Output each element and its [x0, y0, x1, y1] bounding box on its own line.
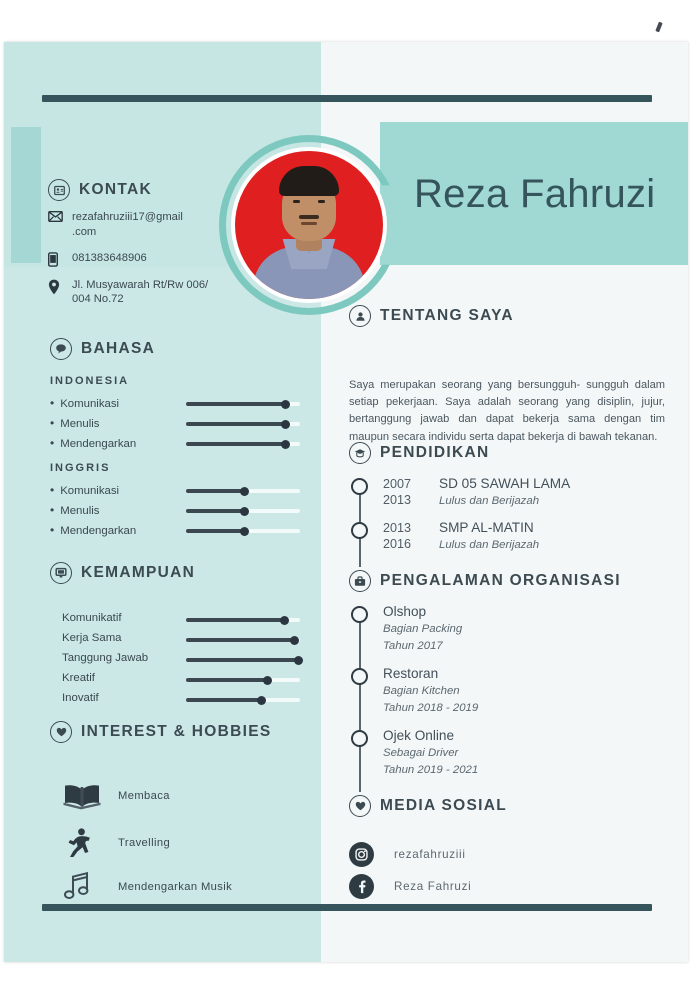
experience-title: Ojek Online [383, 728, 455, 743]
skill-label: • Menulis [50, 503, 99, 517]
experience-period: Tahun 2019 - 2021 [383, 763, 479, 776]
education-entry [349, 476, 669, 520]
skill-label: Inovatif [62, 692, 99, 704]
experience-entry [349, 728, 669, 790]
section-title-hobbies: INTEREST & HOBBIES [81, 723, 272, 740]
instagram-icon [349, 842, 374, 867]
social-item-facebook[interactable] [349, 874, 471, 899]
skill-bar-fill [186, 638, 295, 642]
timeline-dot [351, 522, 368, 539]
education-title: SD 05 SAWAH LAMA [439, 476, 571, 491]
person-icon [349, 305, 371, 327]
skill-bar-track [186, 509, 300, 513]
skill-label: Kerja Sama [62, 632, 122, 644]
language-skill-row [50, 503, 300, 520]
ability-row [50, 692, 300, 709]
skill-label: • Komunikasi [50, 396, 119, 410]
skill-bar-fill [186, 402, 286, 406]
language-group-label-indonesia: INDONESIA [50, 375, 130, 387]
section-heading-tentang-saya [349, 305, 514, 327]
skill-label: • Komunikasi [50, 483, 119, 497]
about-paragraph: Saya merupakan seorang yang bersungguh- sungguh dalam setiap pekerjaan. Saya adalah seorang yang disiplin, jujur, bertanggung jawab dan dapat bekerja sama dengan tim maupun secara individu serta dapat bekerja di bawah tekanan. [349, 379, 665, 443]
experience-timeline [349, 604, 669, 790]
sidebar-accent-bar [11, 127, 41, 263]
section-heading-pendidikan [349, 442, 489, 464]
timeline-dot [351, 730, 368, 747]
skill-bar-track [186, 489, 300, 493]
timeline-dot [351, 668, 368, 685]
monitor-icon [50, 562, 72, 584]
ability-row [50, 672, 300, 689]
skill-bar-fill [186, 422, 286, 426]
skill-bar-fill [186, 698, 262, 702]
contact-value-address: Jl. Musyawarah Rt/Rw 006/ 004 No.72 [72, 278, 209, 306]
location-pin-icon [48, 278, 72, 295]
skill-bar-track [186, 618, 300, 622]
skill-bar-fill [186, 509, 245, 513]
skill-bar-fill [186, 489, 245, 493]
timeline-dot [351, 606, 368, 623]
running-person-icon [62, 827, 118, 859]
social-handle: rezafahruziii [394, 848, 466, 861]
id-card-icon [48, 179, 70, 201]
hobby-label: Mendengarkan Musik [118, 881, 233, 893]
contact-value-phone: 081383648906 [72, 251, 147, 264]
section-heading-hobbies [50, 721, 271, 743]
skill-bar-track [186, 442, 300, 446]
heart-icon [349, 795, 371, 817]
section-title-pendidikan: PENDIDIKAN [380, 444, 490, 461]
experience-role: Bagian Kitchen [383, 684, 460, 697]
contact-value-email: rezafahruziii17@gmail .com [72, 211, 183, 238]
skill-bar-track [186, 678, 300, 682]
education-years: 2007 2013 [383, 477, 412, 508]
section-title-kemampuan: KEMAMPUAN [81, 564, 196, 581]
section-heading-kontak [48, 179, 152, 201]
ability-row [50, 652, 300, 669]
education-title: SMP AL-MATIN [439, 520, 534, 535]
skill-bar-fill [186, 658, 299, 662]
section-heading-kemampuan [50, 562, 195, 584]
top-divider-rule [42, 95, 652, 102]
experience-period: Tahun 2017 [383, 639, 443, 652]
skill-label: Komunikatif [62, 612, 122, 624]
hobby-label: Membaca [118, 790, 170, 802]
hobby-item-musik [62, 872, 232, 902]
speech-bubble-icon [50, 338, 72, 360]
section-heading-pengalaman [349, 570, 621, 592]
skill-label: • Mendengarkan [50, 436, 136, 450]
experience-entry [349, 604, 669, 666]
skill-bar-track [186, 638, 300, 642]
cursor-artifact [655, 22, 662, 33]
education-entry [349, 520, 669, 564]
timeline-dot [351, 478, 368, 495]
experience-title: Olshop [383, 604, 427, 619]
experience-title: Restoran [383, 666, 439, 681]
education-note: Lulus dan Berijazah [439, 494, 540, 507]
ability-row [50, 612, 300, 629]
education-years: 2013 2016 [383, 521, 412, 552]
music-notes-icon [62, 872, 118, 902]
contact-item-phone[interactable] [48, 251, 298, 267]
cv-page [4, 42, 688, 962]
section-title-pengalaman: PENGALAMAN ORGANISASI [380, 572, 621, 589]
bottom-divider-rule [42, 904, 652, 911]
skill-label: Kreatif [62, 672, 95, 684]
education-note: Lulus dan Berijazah [439, 538, 540, 551]
skill-bar-fill [186, 618, 285, 622]
social-handle: Reza Fahruzi [394, 880, 472, 893]
briefcase-icon [349, 570, 371, 592]
skill-label: • Mendengarkan [50, 523, 136, 537]
education-timeline [349, 476, 669, 564]
hobby-item-membaca [62, 782, 170, 810]
phone-icon [48, 251, 72, 267]
skill-bar-track [186, 658, 300, 662]
ability-row [50, 632, 300, 649]
skill-bar-track [186, 402, 300, 406]
language-skill-row [50, 436, 300, 453]
skill-bar-track [186, 529, 300, 533]
skill-label: • Menulis [50, 416, 99, 430]
page-title: Reza Fahruzi [414, 172, 656, 216]
language-skill-row [50, 396, 300, 413]
envelope-icon [48, 210, 72, 222]
language-skill-row [50, 523, 300, 540]
hobby-item-travelling [62, 827, 170, 859]
skill-bar-fill [186, 442, 286, 446]
contact-item-address[interactable] [48, 278, 298, 308]
skill-bar-track [186, 698, 300, 702]
language-skill-row [50, 483, 300, 500]
skill-label: Tanggung Jawab [62, 652, 149, 664]
social-item-instagram[interactable] [349, 842, 466, 867]
skill-bar-fill [186, 678, 268, 682]
skill-bar-fill [186, 529, 245, 533]
section-title-kontak: KONTAK [79, 181, 152, 198]
contact-list [48, 210, 298, 318]
section-title-tentang-saya: TENTANG SAYA [380, 307, 514, 324]
facebook-icon [349, 874, 374, 899]
section-title-bahasa: BAHASA [81, 340, 156, 357]
heart-icon [50, 721, 72, 743]
experience-period: Tahun 2018 - 2019 [383, 701, 479, 714]
language-skill-row [50, 416, 300, 433]
skill-bar-track [186, 422, 300, 426]
section-heading-media-sosial [349, 795, 507, 817]
experience-role: Sebagai Driver [383, 746, 459, 759]
hobby-label: Travelling [118, 837, 171, 849]
contact-item-email[interactable] [48, 210, 298, 240]
section-title-media-sosial: MEDIA SOSIAL [380, 797, 507, 814]
experience-entry [349, 666, 669, 728]
experience-role: Bagian Packing [383, 622, 463, 635]
open-book-icon [62, 782, 118, 810]
graduation-cap-icon [349, 442, 371, 464]
language-group-label-inggris: INGGRIS [50, 462, 111, 474]
section-heading-bahasa [50, 338, 155, 360]
